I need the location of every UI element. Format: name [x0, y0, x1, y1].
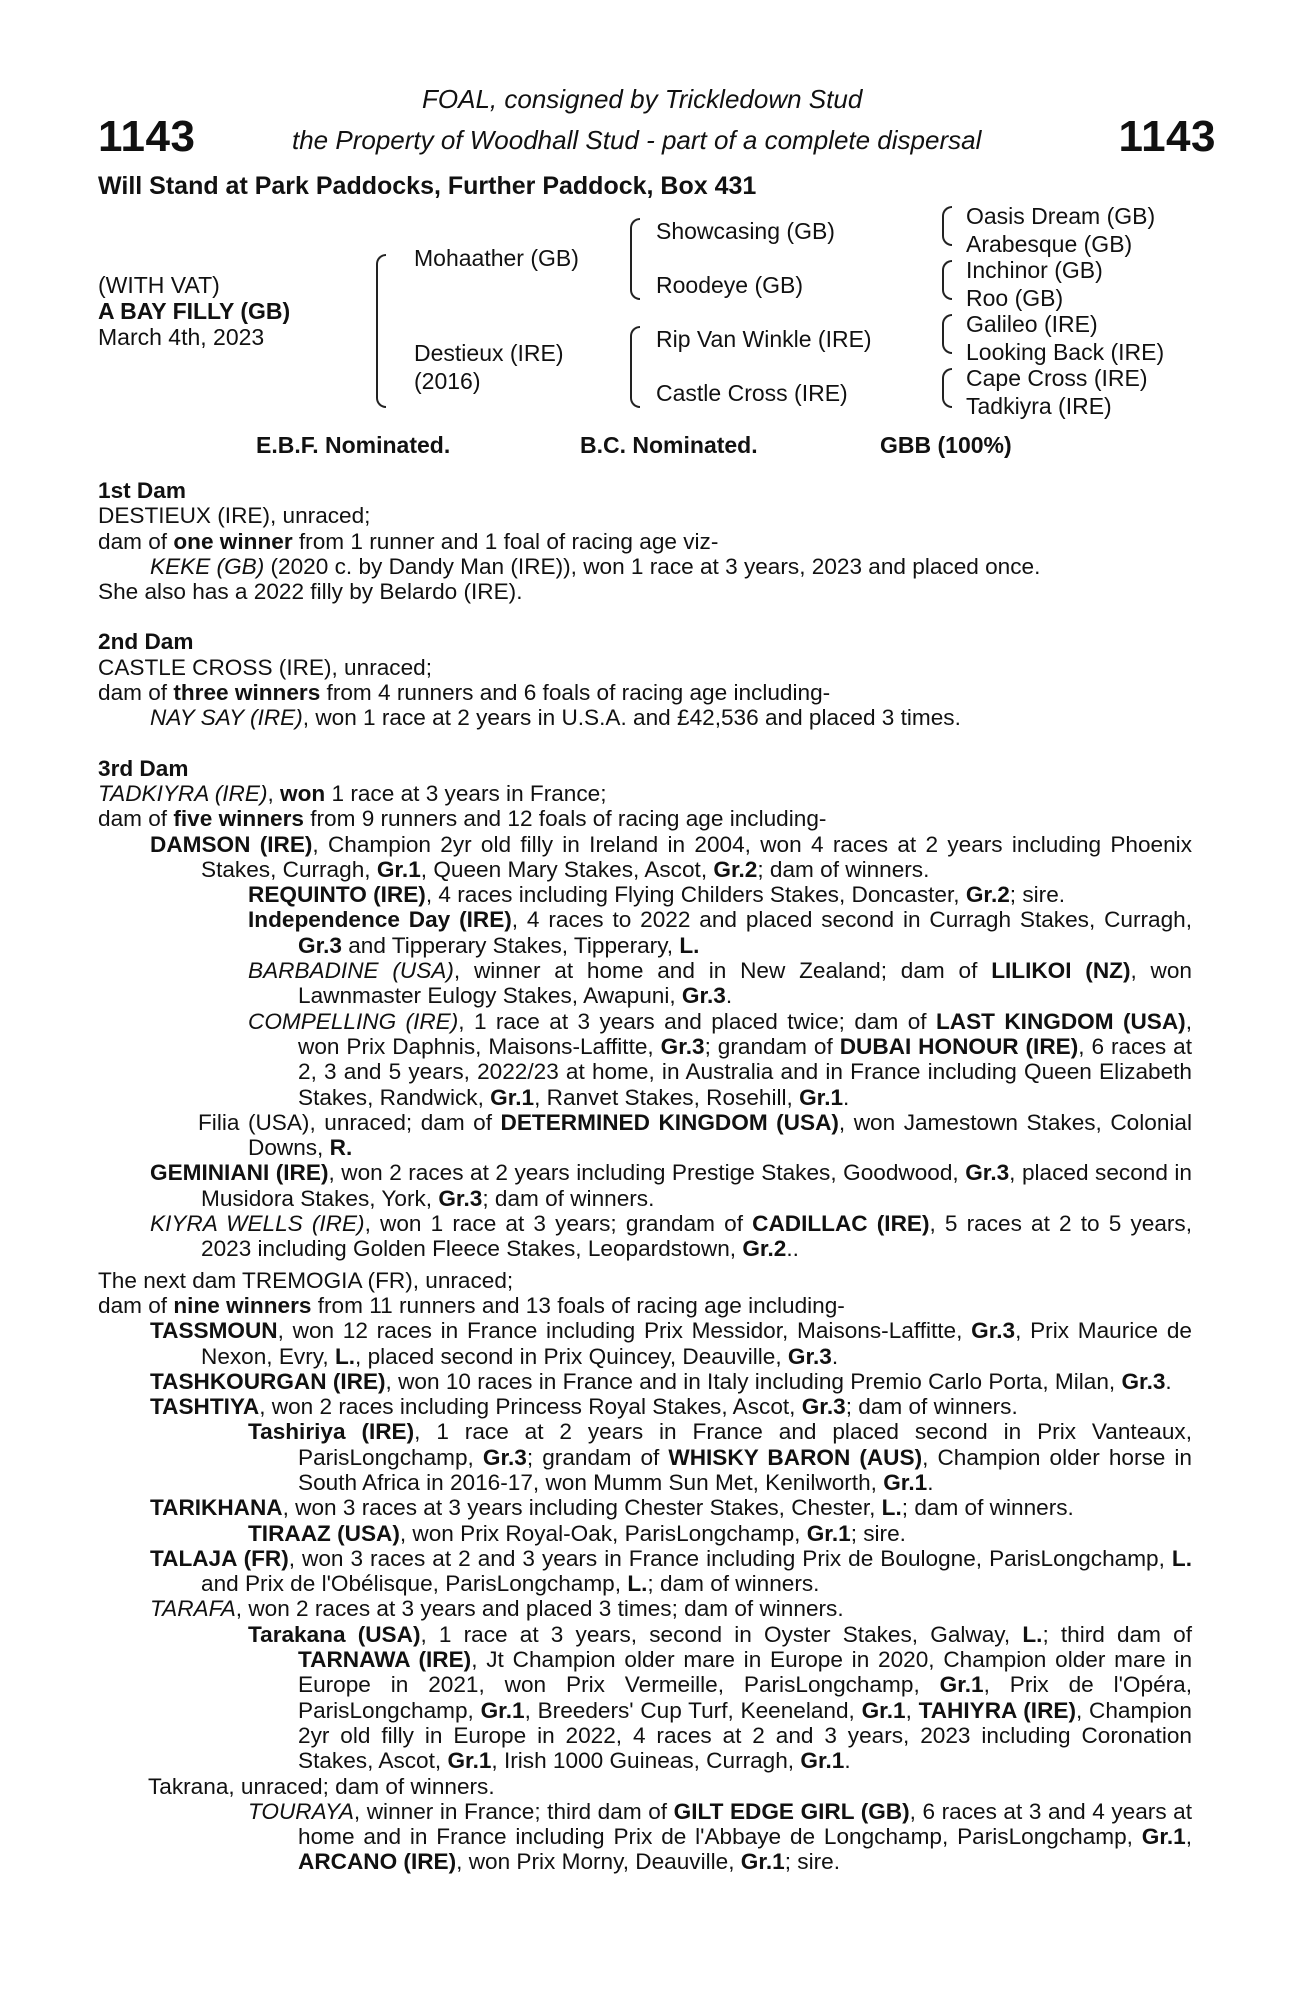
lot-number-right: 1143: [1118, 112, 1216, 161]
brace-dam: [630, 326, 640, 408]
dam-name: Destieux (IRE): [414, 340, 564, 366]
entry-kiyra-wells: KIYRA WELLS (IRE), won 1 race at 3 years; grandam of CADILLAC (IRE), 5 races at 2 to 5 years, 2023 including Golden Fleece Stakes, Leopardstown, Gr.2..: [150, 1211, 1192, 1262]
entry-tarakana: Tarakana (USA), 1 race at 3 years, second in Oyster Stakes, Galway, L.; third dam of TARNAWA (IRE), Jt Champion older mare in Europe in 2020, Champion older mare in Europe in 2021, won Prix Vermeille, ParisLongchamp, Gr.1, Prix de l'Opéra, ParisLongchamp, Gr.1, Breeders' Cup Turf, Keeneland, Gr.1, TAHIYRA (IRE), Champion 2yr old filly in Europe in 2022, 4 races at 2 and 3 years, 2023 including Coronation Stakes, Ascot, Gr.1, Irish 1000 Guineas, Curragh, Gr.1.: [248, 1621, 1193, 1774]
third-dam-para: TADKIYRA (IRE), won 1 race at 3 years in France; dam of five winners from 9 runners and 12 foals of racing age including-: [98, 780, 827, 832]
next-dam-para: The next dam TREMOGIA (FR), unraced; dam of nine winners from 11 runners and 13 foals of racing age including-: [98, 1267, 845, 1318]
ebf-nomination: E.B.F. Nominated.: [256, 432, 451, 458]
sire-dam: Roodeye (GB): [656, 272, 804, 298]
consignor-line: FOAL, consigned by Trickledown Stud: [422, 84, 863, 114]
entry-barbadine: BARBADINE (USA), winner at home and in New Zealand; dam of LILIKOI (NZ), won Lawnmaster Eulogy Stakes, Awapuni, Gr.3.: [248, 958, 1192, 1009]
first-dam-produce: KEKE (GB) (2020 c. by Dandy Man (IRE)), won 1 race at 3 years, 2023 and placed once.: [150, 553, 1041, 579]
gen3-2: Arabesque (GB): [966, 231, 1133, 257]
entry-tarikhana: TARIKHANA, won 3 races at 3 years including Chester Stakes, Chester, L.; dam of winners.: [150, 1495, 1074, 1521]
sire-name: Mohaather (GB): [414, 245, 579, 271]
second-dam-heading: 2nd Dam: [98, 629, 194, 655]
gbb-rating: GBB (100%): [880, 432, 1012, 458]
entry-takrana: Takrana, unraced; dam of winners.: [148, 1773, 495, 1799]
gen3-8: Tadkiyra (IRE): [966, 393, 1112, 419]
brace-ss: [942, 206, 952, 246]
gen3-7: Cape Cross (IRE): [966, 365, 1148, 391]
brace-gen1: [376, 254, 386, 408]
entry-talaja: TALAJA (FR), won 3 races at 2 and 3 years in France including Prix de Boulogne, ParisLongchamp, L. and Prix de l'Obélisque, ParisLongchamp, L.; dam of winners.: [150, 1545, 1192, 1597]
first-dam-heading: 1st Dam: [98, 478, 186, 503]
entry-geminiani: GEMINIANI (IRE), won 2 races at 2 years including Prestige Stakes, Goodwood, Gr.3, placed second in Musidora Stakes, York, Gr.3; dam of winners.: [150, 1160, 1192, 1211]
dam-dam: Castle Cross (IRE): [656, 380, 848, 406]
entry-tashkourgan: TASHKOURGAN (IRE), won 10 races in France and in Italy including Premio Carlo Porta, Milan, Gr.3.: [150, 1368, 1172, 1394]
sire-sire: Showcasing (GB): [656, 218, 835, 244]
entry-requinto: REQUINTO (IRE), 4 races including Flying Childers Stakes, Doncaster, Gr.2; sire.: [248, 882, 1066, 908]
bc-nomination: B.C. Nominated.: [580, 432, 758, 458]
lot-number-left: 1143: [98, 112, 196, 161]
pedigree-notes: [98, 478, 1192, 1875]
second-dam-para: CASTLE CROSS (IRE), unraced; dam of three winners from 4 runners and 6 foals of racing age including-: [98, 654, 831, 706]
property-line: the Property of Woodhall Stud - part of a complete dispersal: [292, 125, 982, 155]
vat-note: (WITH VAT): [98, 272, 220, 298]
entry-tassmoun: TASSMOUN, won 12 races in France including Prix Messidor, Maisons-Laffitte, Gr.3, Prix Maurice de Nexon, Evry, L., placed second in Prix Quincey, Deauville, Gr.3.: [150, 1318, 1192, 1369]
entry-tarafa: TARAFA, won 2 races at 3 years and placed 3 times; dam of winners.: [150, 1596, 844, 1622]
entry-tashtiya: TASHTIYA, won 2 races including Princess Royal Stakes, Ascot, Gr.3; dam of winners.: [150, 1394, 1018, 1420]
entry-independence-day: Independence Day (IRE), 4 races to 2022 and placed second in Curragh Stakes, Curragh, Gr.3 and Tipperary Stakes, Tipperary, L.: [248, 907, 1192, 958]
stand-location: Will Stand at Park Paddocks, Further Paddock, Box 431: [98, 172, 757, 200]
first-dam-para: DESTIEUX (IRE), unraced; dam of one winner from 1 runner and 1 foal of racing age viz-: [98, 503, 719, 554]
brace-ds: [942, 314, 952, 354]
brace-sire: [630, 218, 640, 300]
third-dam-heading: 3rd Dam: [98, 755, 189, 781]
second-dam-produce: NAY SAY (IRE), won 1 race at 2 years in U.S.A. and £42,536 and placed 3 times.: [150, 705, 961, 731]
gen3-5: Galileo (IRE): [966, 311, 1098, 337]
gen3-6: Looking Back (IRE): [966, 339, 1165, 365]
horse-dob: March 4th, 2023: [98, 324, 265, 350]
entry-filia: Filia (USA), unraced; dam of DETERMINED KINGDOM (USA), won Jamestown Stakes, Colonial Downs, R.: [198, 1109, 1192, 1161]
entry-tashiriya: Tashiriya (IRE), 1 race at 2 years in France and placed second in Prix Vanteaux, ParisLongchamp, Gr.3; grandam of WHISKY BARON (AUS), Champion older horse in South Africa in 2016-17, won Mumm Sun Met, Kenilworth, Gr.1.: [248, 1419, 1192, 1495]
entry-tiraaz: TIRAAZ (USA), won Prix Royal-Oak, ParisLongchamp, Gr.1; sire.: [248, 1520, 906, 1546]
gen3-1: Oasis Dream (GB): [966, 203, 1156, 229]
dam-sire: Rip Van Winkle (IRE): [656, 326, 872, 352]
entry-damson: DAMSON (IRE), Champion 2yr old filly in Ireland in 2004, won 4 races at 2 years including Phoenix Stakes, Curragh, Gr.1, Queen Mary Stakes, Ascot, Gr.2; dam of winners.: [150, 831, 1192, 882]
brace-sd: [942, 260, 952, 300]
entry-touraya: TOURAYA, winner in France; third dam of GILT EDGE GIRL (GB), 6 races at 3 and 4 years at home and in France including Prix de l'Abbaye de Longchamp, ParisLongchamp, Gr.1, ARCANO (IRE), won Prix Morny, Deauville, Gr.1; sire.: [248, 1798, 1193, 1875]
first-dam-note: She also has a 2022 filly by Belardo (IRE).: [98, 579, 523, 605]
entry-compelling: COMPELLING (IRE), 1 race at 3 years and placed twice; dam of LAST KINGDOM (USA), won Prix Daphnis, Maisons-Laffitte, Gr.3; grandam of DUBAI HONOUR (IRE), 6 races at 2, 3 and 5 years, 2022/23 at home, in Australia and in France including Queen Elizabeth Stakes, Randwick, Gr.1, Ranvet Stakes, Rosehill, Gr.1.: [248, 1008, 1192, 1110]
horse-name: A BAY FILLY (GB): [98, 298, 291, 324]
gen3-4: Roo (GB): [966, 285, 1064, 311]
brace-dd: [942, 368, 952, 408]
dam-year: (2016): [414, 368, 481, 394]
gen3-3: Inchinor (GB): [966, 257, 1103, 283]
